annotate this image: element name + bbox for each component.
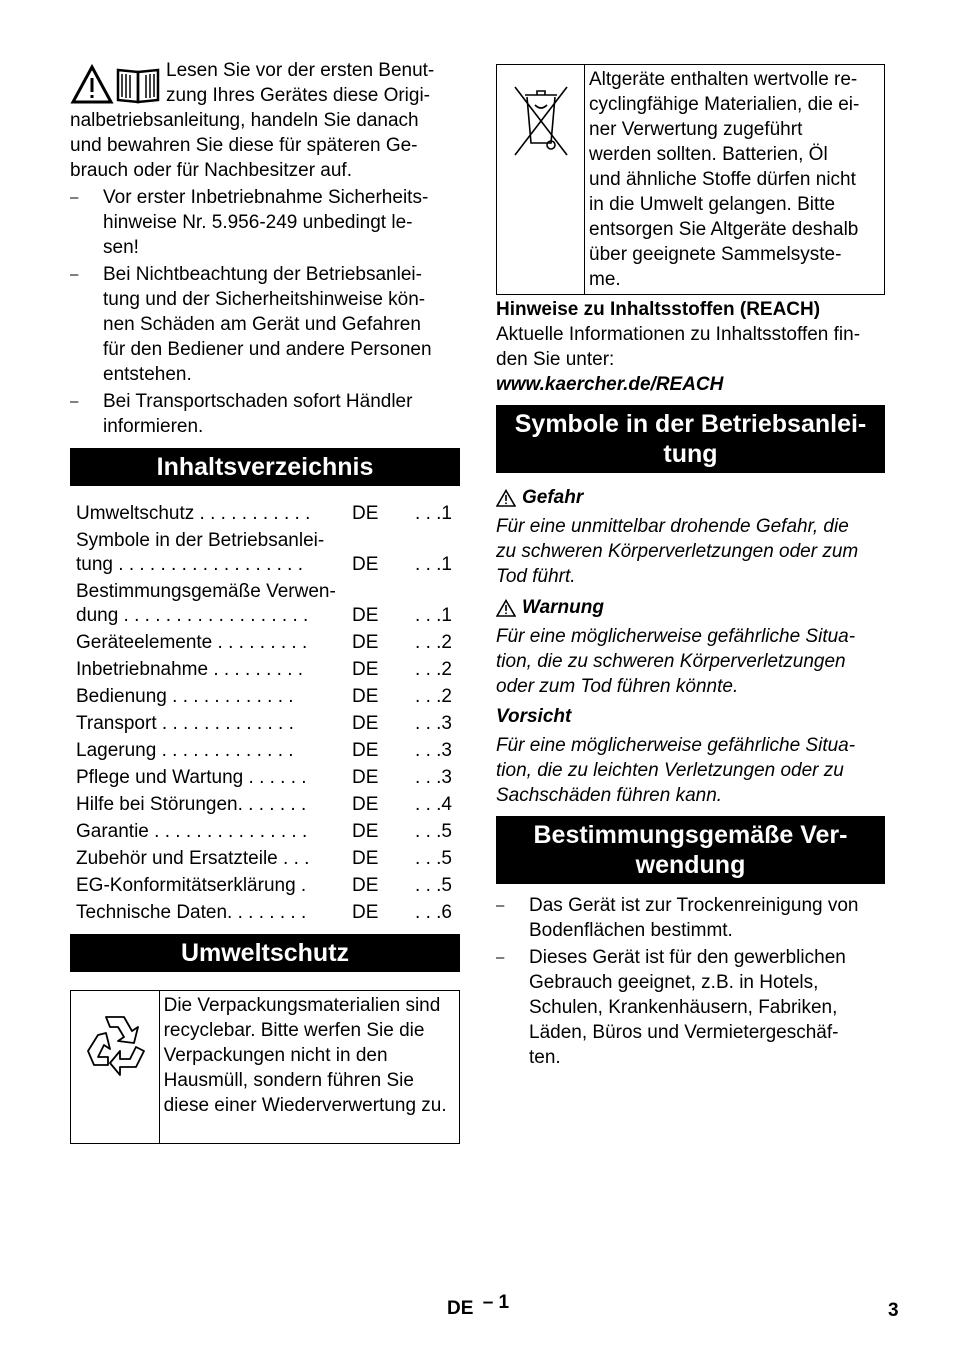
- gefahr-text: Für eine unmittelbar drohende Gefahr, die zu schweren Körperverletzungen oder zum Tod führt.: [496, 516, 859, 587]
- reach-heading: Hinweise zu Inhaltsstoffen (REACH): [496, 299, 821, 320]
- list-item: – Dieses Gerät ist für den gewerblichen Gebrauch geeignet, z.B. in Hotels, Schulen, Krankenhäusern, Fabriken, Läden, Büros und Vermietergeschäf- ten.: [496, 945, 885, 1070]
- toc-page: . . .4: [415, 793, 452, 815]
- warnung-label: Warnung: [522, 597, 604, 618]
- warning-triangle-icon: [496, 489, 516, 507]
- toc-page: . . .1: [415, 553, 452, 575]
- toc-label: Bestimmungsgemäße Verwen- dung . . . . . . . . . . . . . . . . . .: [76, 580, 336, 626]
- intro-section: [70, 58, 460, 183]
- vorsicht-label: Vorsicht: [496, 706, 572, 727]
- toc-page: . . .5: [415, 847, 452, 869]
- toc-page: . . .1: [415, 502, 452, 524]
- list-item: – Das Gerät ist zur Trockenreinigung von Bodenflächen bestimmt.: [496, 893, 885, 943]
- recycling-box: [70, 990, 460, 1144]
- warnung-heading: [496, 595, 885, 620]
- toc-row[interactable]: [70, 872, 460, 899]
- toc-lang: DE: [352, 604, 379, 626]
- toc-label: Lagerung . . . . . . . . . . . . .: [76, 739, 294, 761]
- toc-lang: DE: [352, 658, 379, 680]
- list-item: – Bei Nichtbeachtung der Betriebsanlei- tung und der Sicherheitshinweise kön- nen Schäden am Gerät und Gefahren für den Bediener und andere Personen entstehen.: [70, 262, 460, 387]
- crossed-bin-icon: [509, 81, 573, 161]
- warning-and-manual-icon: [70, 64, 160, 106]
- toc-lang: DE: [352, 739, 379, 761]
- toc-lang: DE: [352, 793, 379, 815]
- toc-label: Geräteelemente . . . . . . . . .: [76, 631, 308, 653]
- warnung-text: Für eine möglicherweise gefährliche Situa- tion, die zu schweren Körperverletzungen oder zum Tod führen könnte.: [496, 626, 856, 697]
- toc-heading: Inhaltsverzeichnis: [70, 448, 460, 486]
- recycling-icon-cell: [71, 991, 160, 1143]
- toc-row[interactable]: [70, 710, 460, 737]
- right-column: [496, 64, 885, 1070]
- gefahr-heading: [496, 485, 885, 510]
- recycling-text: Die Verpackungsmaterialien sind recyclebar. Bitte werfen Sie die Verpackungen nicht in den Hausmüll, sondern führen Sie diese einer Wiederverwertung zu.: [163, 995, 447, 1116]
- weee-icon-cell: [497, 65, 585, 294]
- toc-page: . . .2: [415, 658, 452, 680]
- page-number: 3: [888, 1300, 899, 1321]
- toc-page: . . .1: [415, 604, 452, 626]
- intro-text: Lesen Sie vor der ersten Benut- zung Ihres Gerätes diese Origi- nalbetriebsanleitung, handeln Sie danach und bewahren Sie diese für späteren Ge- brauch oder für Nachbesitzer auf.: [70, 60, 435, 181]
- list-item: – Vor erster Inbetriebnahme Sicherheits- hinweise Nr. 5.956-249 unbedingt le- sen!: [70, 185, 460, 260]
- toc-lang: DE: [352, 820, 379, 842]
- toc-label: Zubehör und Ersatzteile . . .: [76, 847, 310, 869]
- toc-lang: DE: [352, 685, 379, 707]
- toc-label: Technische Daten. . . . . . . .: [76, 901, 307, 923]
- toc-row[interactable]: [70, 683, 460, 710]
- toc-label: Transport . . . . . . . . . . . . .: [76, 712, 294, 734]
- toc-page: . . .2: [415, 685, 452, 707]
- gefahr-label: Gefahr: [522, 487, 584, 508]
- reach-link[interactable]: www.kaercher.de/REACH: [496, 374, 724, 395]
- toc-row[interactable]: [70, 629, 460, 656]
- footer-dash-page: – 1: [482, 1292, 510, 1313]
- vorsicht-text: Für eine möglicherweise gefährliche Situa- tion, die zu leichten Verletzungen oder zu Sachschäden führen kann.: [496, 735, 856, 806]
- altgeraete-text: Altgeräte enthalten wertvolle re- cyclingfähige Materialien, die ei- ner Verwertung zugeführt werden sollten. Batterien, Öl und ähnliche Stoffe dürfen nicht in die Umwelt gelangen. Bitte entsorgen Sie Altgeräte deshalb über geeignete Sammelsyste- me.: [589, 69, 860, 290]
- toc-label: EG-Konformitätserklärung .: [76, 874, 307, 896]
- toc-lang: DE: [352, 901, 379, 923]
- toc-row[interactable]: [70, 764, 460, 791]
- reach-text: Aktuelle Informationen zu Inhaltsstoffen fin- den Sie unter:: [496, 324, 861, 370]
- toc-page: . . .5: [415, 874, 452, 896]
- left-column: [70, 58, 460, 1144]
- toc-lang: DE: [352, 874, 379, 896]
- toc-lang: DE: [352, 766, 379, 788]
- toc-row[interactable]: [70, 737, 460, 764]
- umweltschutz-heading: Umweltschutz: [70, 934, 460, 972]
- toc-row[interactable]: [70, 578, 460, 629]
- bestimmung-heading: Bestimmungsgemäße Ver- wendung: [496, 816, 885, 884]
- symbole-heading: Symbole in der Betriebsanlei- tung: [496, 405, 885, 473]
- toc-page: . . .6: [415, 901, 452, 923]
- altgeraete-box: [496, 64, 885, 295]
- bestimmung-bullet-list: [496, 893, 885, 1070]
- warning-triangle-icon: [496, 599, 516, 617]
- toc-label: Hilfe bei Störungen. . . . . . .: [76, 793, 307, 815]
- toc-row[interactable]: [70, 791, 460, 818]
- toc-row[interactable]: [70, 899, 460, 926]
- toc-label: Umweltschutz . . . . . . . . . . .: [76, 502, 311, 524]
- toc-label: Inbetriebnahme . . . . . . . . .: [76, 658, 304, 680]
- toc-page: . . .3: [415, 712, 452, 734]
- toc-row[interactable]: [70, 845, 460, 872]
- toc-lang: DE: [352, 712, 379, 734]
- toc-lang: DE: [352, 631, 379, 653]
- intro-icons: [70, 64, 162, 108]
- toc-label: Symbole in der Betriebsanlei- tung . . . . . . . . . . . . . . . . . .: [76, 529, 325, 575]
- footer-lang: DE: [447, 1298, 474, 1319]
- safety-bullet-list: [70, 185, 460, 439]
- toc-page: . . .5: [415, 820, 452, 842]
- toc-row[interactable]: [70, 527, 460, 578]
- toc-lang: DE: [352, 553, 379, 575]
- footer-lang-page: [447, 1292, 510, 1320]
- toc-page: . . .2: [415, 631, 452, 653]
- toc-row[interactable]: [70, 500, 460, 527]
- table-of-contents: [70, 500, 460, 926]
- toc-lang: DE: [352, 502, 379, 524]
- toc-page: . . .3: [415, 766, 452, 788]
- toc-page: . . .3: [415, 739, 452, 761]
- toc-row[interactable]: [70, 656, 460, 683]
- toc-label: Garantie . . . . . . . . . . . . . . .: [76, 820, 308, 842]
- recycle-icon: [78, 1011, 152, 1085]
- toc-label: Pflege und Wartung . . . . . .: [76, 766, 307, 788]
- toc-label: Bedienung . . . . . . . . . . . .: [76, 685, 294, 707]
- toc-lang: DE: [352, 847, 379, 869]
- toc-row[interactable]: [70, 818, 460, 845]
- list-item: – Bei Transportschaden sofort Händler informieren.: [70, 389, 460, 439]
